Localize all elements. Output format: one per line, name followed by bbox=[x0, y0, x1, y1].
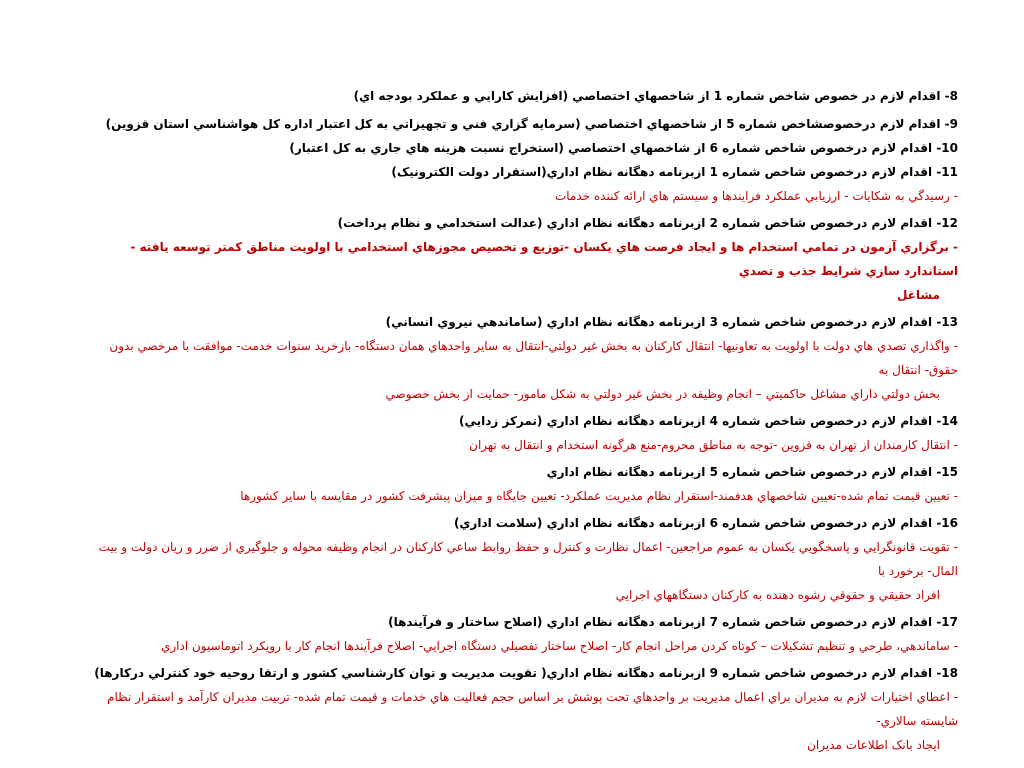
item-detail-continuation: ايجاد بانک اطلاعات مديران bbox=[807, 738, 940, 752]
item-heading: 14- اقدام لازم درخصوص شاخص شماره 4 ازبرنامه دهگانه نظام اداري (تمرکز زدايي) bbox=[458, 414, 958, 428]
item-detail-text: - تعيين قيمت تمام شده-تعيين شاخصهاي هدفمند-استقرار نظام مديريت عملکرد- تعيين جايگاه و ميزان پيشرفت کشور در مقايسه با ساير کشورها bbox=[240, 489, 958, 503]
item-detail bbox=[78, 433, 958, 457]
item-detail-continuation: بخش دولتي داراي مشاغل حاکميتي – انجام وظيفه در بخش غير دولتي به شکل مامور- حمايت از بخش خصوصي bbox=[385, 387, 940, 401]
item-heading: 8- اقدام لازم در خصوص شاخص شماره 1 از شاخصهاي اختصاصي (افزايش کارايي و عملکرد بودجه اي) bbox=[353, 89, 958, 103]
item-detail-text: - تقويت قانونگرايي و پاسخگويي يکسان به عموم مراجعين- اعمال نظارت و کنترل و حفظ روابط ساعي کارکنان در انجام وظيفه محوله و جلوگيري از ضرر و زيان دولت و بيت المال- برخورد با bbox=[98, 540, 958, 578]
item-heading: 10- اقدام لازم درخصوص شاخص شماره 6 از شاخصهاي اختصاصي (استخراج نسبت هزينه هاي جاري به کل اعتبار) bbox=[289, 141, 958, 155]
item-detail bbox=[78, 334, 958, 406]
item-detail-continuation: افراد حقيقي و حقوقي رشوه دهنده به کارکنان دستگاههاي اجرايي bbox=[615, 588, 940, 602]
item-detail bbox=[78, 235, 958, 307]
item-detail-text: - رسيدگي به شکايات - ارزيابي عملکرد فرايندها و سيستم هاي ارائه کننده خدمات bbox=[554, 189, 958, 203]
item-detail-text: - انتقال کارمندان از تهران به قزوين -توجه به مناطق محروم-منع هرگونه استخدام و انتقال به تهران bbox=[469, 438, 958, 452]
document-body bbox=[78, 84, 958, 760]
item-heading: 15- اقدام لازم درخصوص شاخص شماره 5 ازبرنامه دهگانه نظام اداري bbox=[546, 465, 958, 479]
item-heading: 13- اقدام لازم درخصوص شاخص شماره 3 ازبرنامه دهگانه نظام اداري (ساماندهي نيروي انساني) bbox=[385, 315, 958, 329]
item-heading: 11- اقدام لازم درخصوص شاخص شماره 1 ازبرنامه دهگانه نظام اداري(استقرار دولت الکترونيک) bbox=[391, 165, 958, 179]
item-detail-text: - برگزاري آزمون در تمامي استخدام ها و ايجاد فرصت هاي يکسان -توزيع و تخصيص مجوزهاي استخدامي با اولويت مناطق کمتر توسعه يافته - استاندارد سازي شرايط جذب و تصدي bbox=[130, 240, 958, 278]
item-detail bbox=[78, 535, 958, 607]
item-detail-text: - واگذاري تصدي هاي دولت با اولويت به تعاونيها- انتقال کارکنان به بخش غير دولتي-انتقال به ساير واحدهاي همان دستگاه- بازخريد سنوات خدمت- موافقت با مرخصي بدون حقوق- انتقال به bbox=[109, 339, 958, 377]
item-heading: 12- اقدام لازم درخصوص شاخص شماره 2 ازبرنامه دهگانه نظام اداري (عدالت استخدامي و نظام پرداخت) bbox=[337, 216, 958, 230]
item-detail-text: - ساماندهي، طرحي و تنظيم تشکيلات – کوتاه کردن مراحل انجام کار- اصلاح ساختار تفصيلي دستگاه اجرايي- اصلاح فرآيندها انجام کار با رويکرد اتوماسيون اداري bbox=[160, 639, 958, 653]
item-heading: 18- اقدام لازم درخصوص شاخص شماره 9 ازبرنامه دهگانه نظام اداري( تقويت مديريت و توان کارشناسي کشور و ارتقا روحيه خود کنترلي درکارها) bbox=[94, 666, 958, 680]
item-heading: 9- اقدام لازم درخصوصشاخص شماره 5 از شاخصهاي اختصاصي (سرمايه گزاري فني و تجهيزاتي به کل اعتبار اداره کل هواشناسي استان قزوين) bbox=[105, 117, 958, 131]
item-detail bbox=[78, 184, 958, 208]
item-detail bbox=[78, 634, 958, 658]
item-heading: 17- اقدام لازم درخصوص شاخص شماره 7 ازبرنامه دهگانه نظام اداري (اصلاح ساختار و فرآيندها) bbox=[388, 615, 958, 629]
item-detail-continuation: مشاغل bbox=[896, 288, 940, 302]
item-detail bbox=[78, 484, 958, 508]
item-detail bbox=[78, 685, 958, 757]
item-heading: 16- اقدام لازم درخصوص شاخص شماره 6 ازبرنامه دهگانه نظام اداري (سلامت اداري) bbox=[453, 516, 958, 530]
item-detail-text: - اعطاي اختيارات لازم به مديران براي اعمال مديريت بر واحدهاي تحت پوشش بر اساس حجم فعاليت هاي خدمات و قيمت تمام شده- تربيت مديران کارآمد و استقرار نظام شايسته سالاري- bbox=[107, 690, 958, 728]
